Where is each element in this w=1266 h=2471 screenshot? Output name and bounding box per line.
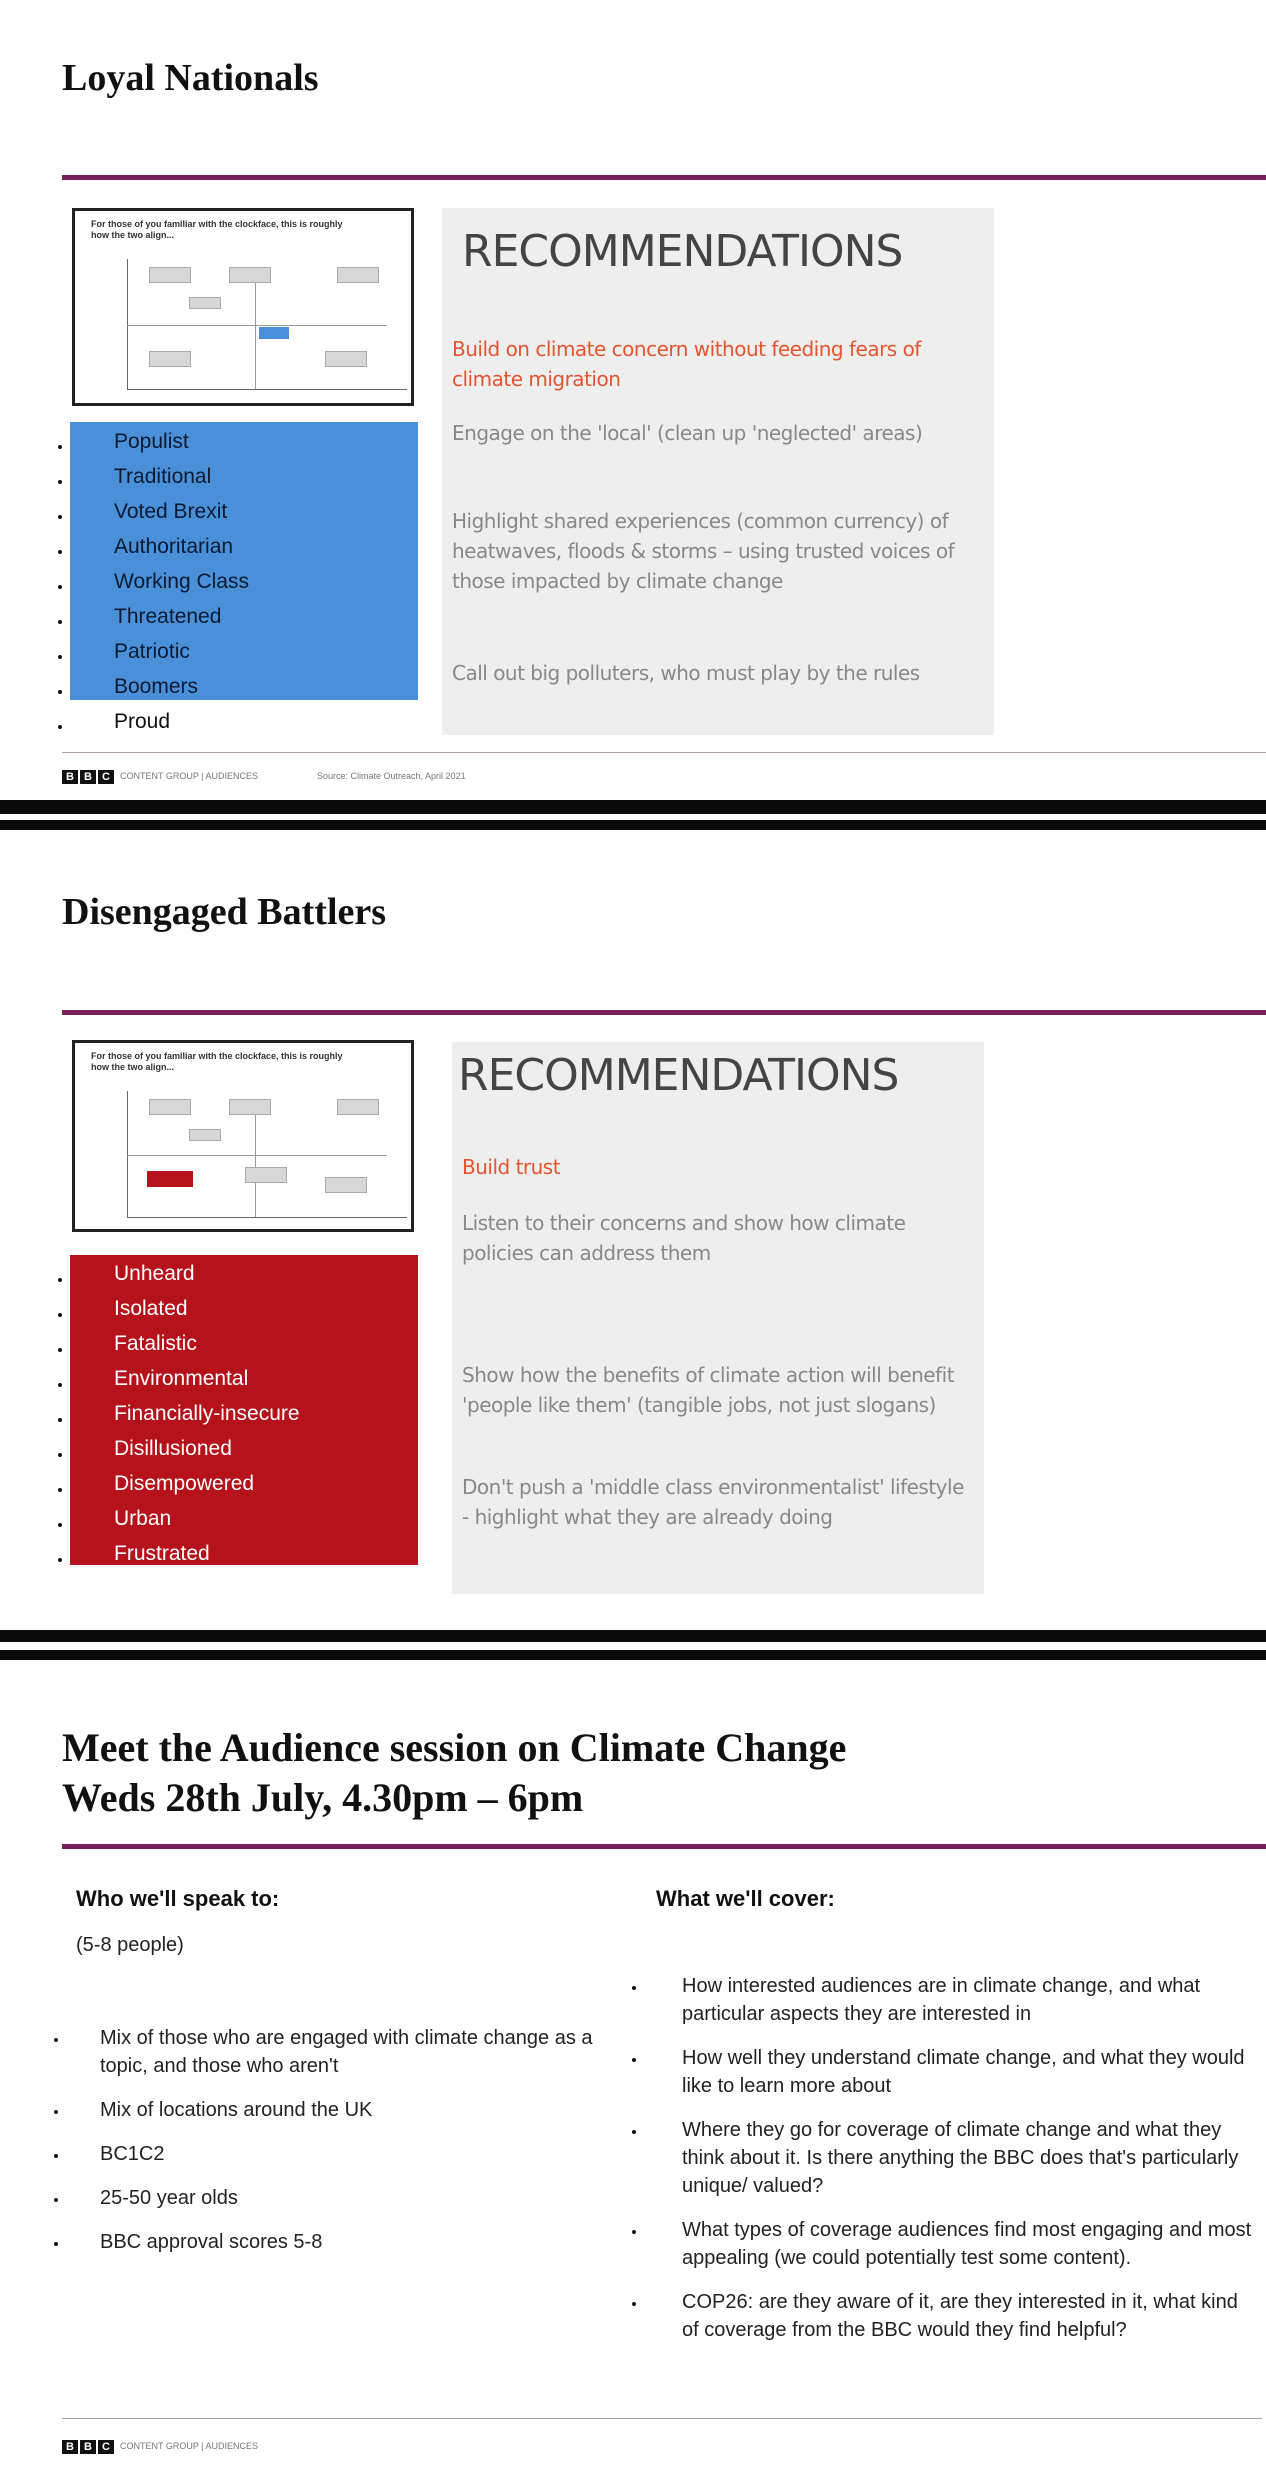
bbc-logo-letter: B	[80, 770, 96, 784]
thumb-axis	[127, 1217, 407, 1218]
thumb-segment	[189, 1129, 221, 1141]
recommendation-item: Show how the benefits of climate action will benefit 'people like them' (tangible jobs, not just slogans)	[462, 1363, 955, 1417]
who-item-text: BBC approval scores 5-8	[100, 2231, 323, 2253]
footer-rule	[62, 2418, 1262, 2419]
bullet-dot	[58, 585, 62, 589]
thumb-axis	[255, 271, 256, 389]
bullet-dot	[54, 2110, 58, 2114]
bullet-dot	[58, 1278, 62, 1282]
bullet-dot	[632, 2302, 636, 2306]
clockface-thumbnail	[72, 1040, 414, 1232]
footer-rule	[62, 752, 1266, 753]
attribute-list	[114, 424, 249, 739]
thumb-highlight	[147, 1171, 193, 1187]
cover-item-text: How well they understand climate change, and what they would like to learn more about	[682, 2047, 1245, 2097]
recommendation-item: Call out big polluters, who must play by the rules	[452, 661, 920, 685]
thumb-axis	[255, 1103, 256, 1217]
cover-item	[682, 2044, 1252, 2100]
bbc-logo-letter: C	[98, 2440, 114, 2454]
cover-item	[682, 1972, 1252, 2028]
bbc-logo-letter: B	[62, 770, 78, 784]
who-item	[100, 2024, 620, 2080]
attribute-item: Traditional	[114, 465, 212, 488]
thumb-segment	[189, 297, 221, 309]
clockface-thumbnail	[72, 208, 414, 406]
cover-item-text: Where they go for coverage of climate change and what they think about it. Is there anything the BBC does that's particularly unique/ valued?	[682, 2119, 1239, 2197]
thumb-segment	[325, 351, 367, 367]
bullet-dot	[632, 2230, 636, 2234]
slide-title: Loyal Nationals	[62, 57, 319, 99]
bullet-dot	[54, 2154, 58, 2158]
slide-disengaged-battlers	[0, 830, 1266, 1630]
thumb-segment	[229, 1099, 271, 1115]
thumb-highlight	[259, 327, 289, 339]
thumb-axis	[127, 325, 387, 326]
thumb-segment	[245, 1167, 287, 1183]
slide-divider	[0, 800, 1266, 814]
bullet-dot	[54, 2198, 58, 2202]
recommendations-panel-cont	[452, 1354, 984, 1594]
who-item-text: Mix of locations around the UK	[100, 2099, 373, 2121]
who-list	[100, 2024, 620, 2256]
attribute-item: Proud	[114, 710, 171, 733]
who-heading: Who we'll speak to:	[76, 1886, 280, 1911]
who-item-text: Mix of those who are engaged with climate change as a topic, and those who aren't	[100, 2027, 593, 2077]
thumb-segment	[337, 1099, 379, 1115]
bullet-dot	[58, 655, 62, 659]
title-rule	[62, 1010, 1266, 1015]
attribute-item: Unheard	[114, 1262, 195, 1285]
attribute-item: Disillusioned	[114, 1437, 232, 1460]
cover-item-text: How interested audiences are in climate change, and what particular aspects they are interested in	[682, 1975, 1201, 2025]
bullet-dot	[54, 2242, 58, 2246]
thumb-axis	[127, 1155, 387, 1156]
thumbnail-caption: For those of you familiar with the clockface, this is roughly how the two align...	[91, 1051, 343, 1072]
footer-group: CONTENT GROUP | AUDIENCES	[120, 2441, 259, 2451]
bullet-dot	[632, 1986, 636, 1990]
thumb-axis	[127, 389, 407, 390]
who-item	[100, 2228, 620, 2256]
recommendations-panel	[442, 208, 994, 735]
attribute-list	[114, 1256, 300, 1571]
thumb-axis	[127, 1091, 128, 1217]
attribute-item: Working Class	[114, 570, 249, 593]
cover-item	[682, 2216, 1252, 2272]
thumb-segment	[149, 351, 191, 367]
bullet-dot	[58, 690, 62, 694]
attribute-panel	[70, 422, 418, 733]
cover-item	[682, 2116, 1252, 2200]
slide-divider	[0, 820, 1266, 830]
bullet-dot	[58, 480, 62, 484]
attribute-item: Authoritarian	[114, 535, 234, 558]
slide-meet-the-audience	[0, 1660, 1266, 2471]
recommendation-item: Don't push a 'middle class environmentalist' lifestyle - highlight what they are already doing	[462, 1475, 964, 1529]
attribute-item: Boomers	[114, 675, 199, 698]
bullet-dot	[58, 550, 62, 554]
cover-item-text: What types of coverage audiences find most engaging and most appealing (we could potentially test some content).	[682, 2219, 1252, 2269]
attribute-item: Frustrated	[114, 1542, 210, 1565]
recommendations-title: RECOMMENDATIONS	[458, 1050, 899, 1101]
group-size: (5-8 people)	[76, 1934, 184, 1956]
title-rule	[62, 1844, 1266, 1849]
slide-divider	[0, 1650, 1266, 1660]
recommendations-panel	[452, 1042, 984, 1354]
bullet-dot	[58, 445, 62, 449]
who-item	[100, 2184, 620, 2212]
recommendations-title: RECOMMENDATIONS	[462, 226, 903, 277]
attribute-item: Voted Brexit	[114, 500, 228, 523]
who-item-text: 25-50 year olds	[100, 2187, 238, 2209]
session-title-line1: Meet the Audience session on Climate Change	[62, 1725, 847, 1770]
bullet-dot	[632, 2058, 636, 2062]
bbc-logo	[62, 770, 114, 784]
thumbnail-caption: For those of you familiar with the clockface, this is roughly how the two align...	[91, 219, 343, 240]
attribute-item: Threatened	[114, 605, 222, 628]
attribute-item: Fatalistic	[114, 1332, 197, 1355]
attribute-item: Financially-insecure	[114, 1402, 300, 1425]
recommendation-item: Listen to their concerns and show how climate policies can address them	[462, 1211, 906, 1265]
thumb-segment	[325, 1177, 367, 1193]
bullet-dot	[58, 725, 62, 729]
footer-group: CONTENT GROUP | AUDIENCES	[120, 771, 259, 781]
title-rule	[62, 175, 1266, 180]
recommendation-item: Build on climate concern without feeding fears of climate migration	[452, 337, 921, 391]
attribute-item: Populist	[114, 430, 189, 453]
bullet-dot	[58, 1348, 62, 1352]
bullet-dot	[58, 1313, 62, 1317]
bullet-dot	[58, 1558, 62, 1562]
slide-loyal-nationals	[0, 0, 1266, 800]
attribute-item: Disempowered	[114, 1472, 255, 1495]
bbc-logo-letter: B	[62, 2440, 78, 2454]
bbc-logo-letter: B	[80, 2440, 96, 2454]
bullet-dot	[58, 1523, 62, 1527]
bullet-dot	[58, 620, 62, 624]
session-title-line2: Weds 28th July, 4.30pm – 6pm	[62, 1775, 584, 1820]
attribute-item: Environmental	[114, 1367, 249, 1390]
bbc-logo-letter: C	[98, 770, 114, 784]
thumb-segment	[337, 267, 379, 283]
recommendation-item: Engage on the 'local' (clean up 'neglected' areas)	[452, 421, 923, 445]
slide-divider	[0, 1630, 1266, 1642]
bullet-dot	[54, 2038, 58, 2042]
bullet-dot	[58, 1488, 62, 1492]
recommendation-item: Highlight shared experiences (common currency) of heatwaves, floods & storms – using trusted voices of those impacted by climate change	[452, 509, 955, 593]
cover-item	[682, 2288, 1252, 2344]
cover-heading: What we'll cover:	[656, 1886, 835, 1911]
thumb-segment	[149, 1099, 191, 1115]
attribute-item: Urban	[114, 1507, 172, 1530]
who-item	[100, 2140, 620, 2168]
recommendation-item: Build trust	[462, 1155, 561, 1179]
thumb-axis	[127, 259, 128, 389]
cover-list	[682, 1972, 1252, 2344]
slide-title: Disengaged Battlers	[62, 891, 387, 933]
attribute-item: Isolated	[114, 1297, 188, 1320]
bullet-dot	[632, 2130, 636, 2134]
footer-source: Source: Climate Outreach, April 2021	[317, 771, 466, 781]
thumb-segment	[229, 267, 271, 283]
cover-item-text: COP26: are they aware of it, are they interested in it, what kind of coverage from the BBC would they find helpful?	[682, 2291, 1238, 2341]
thumb-segment	[149, 267, 191, 283]
attribute-item: Patriotic	[114, 640, 190, 663]
bullet-dot	[58, 1383, 62, 1387]
who-item-text: BC1C2	[100, 2143, 165, 2165]
bullet-dot	[58, 1453, 62, 1457]
attribute-panel	[70, 1255, 418, 1565]
bullet-dot	[58, 1418, 62, 1422]
who-item	[100, 2096, 620, 2124]
bullet-dot	[58, 515, 62, 519]
bbc-logo	[62, 2440, 114, 2454]
